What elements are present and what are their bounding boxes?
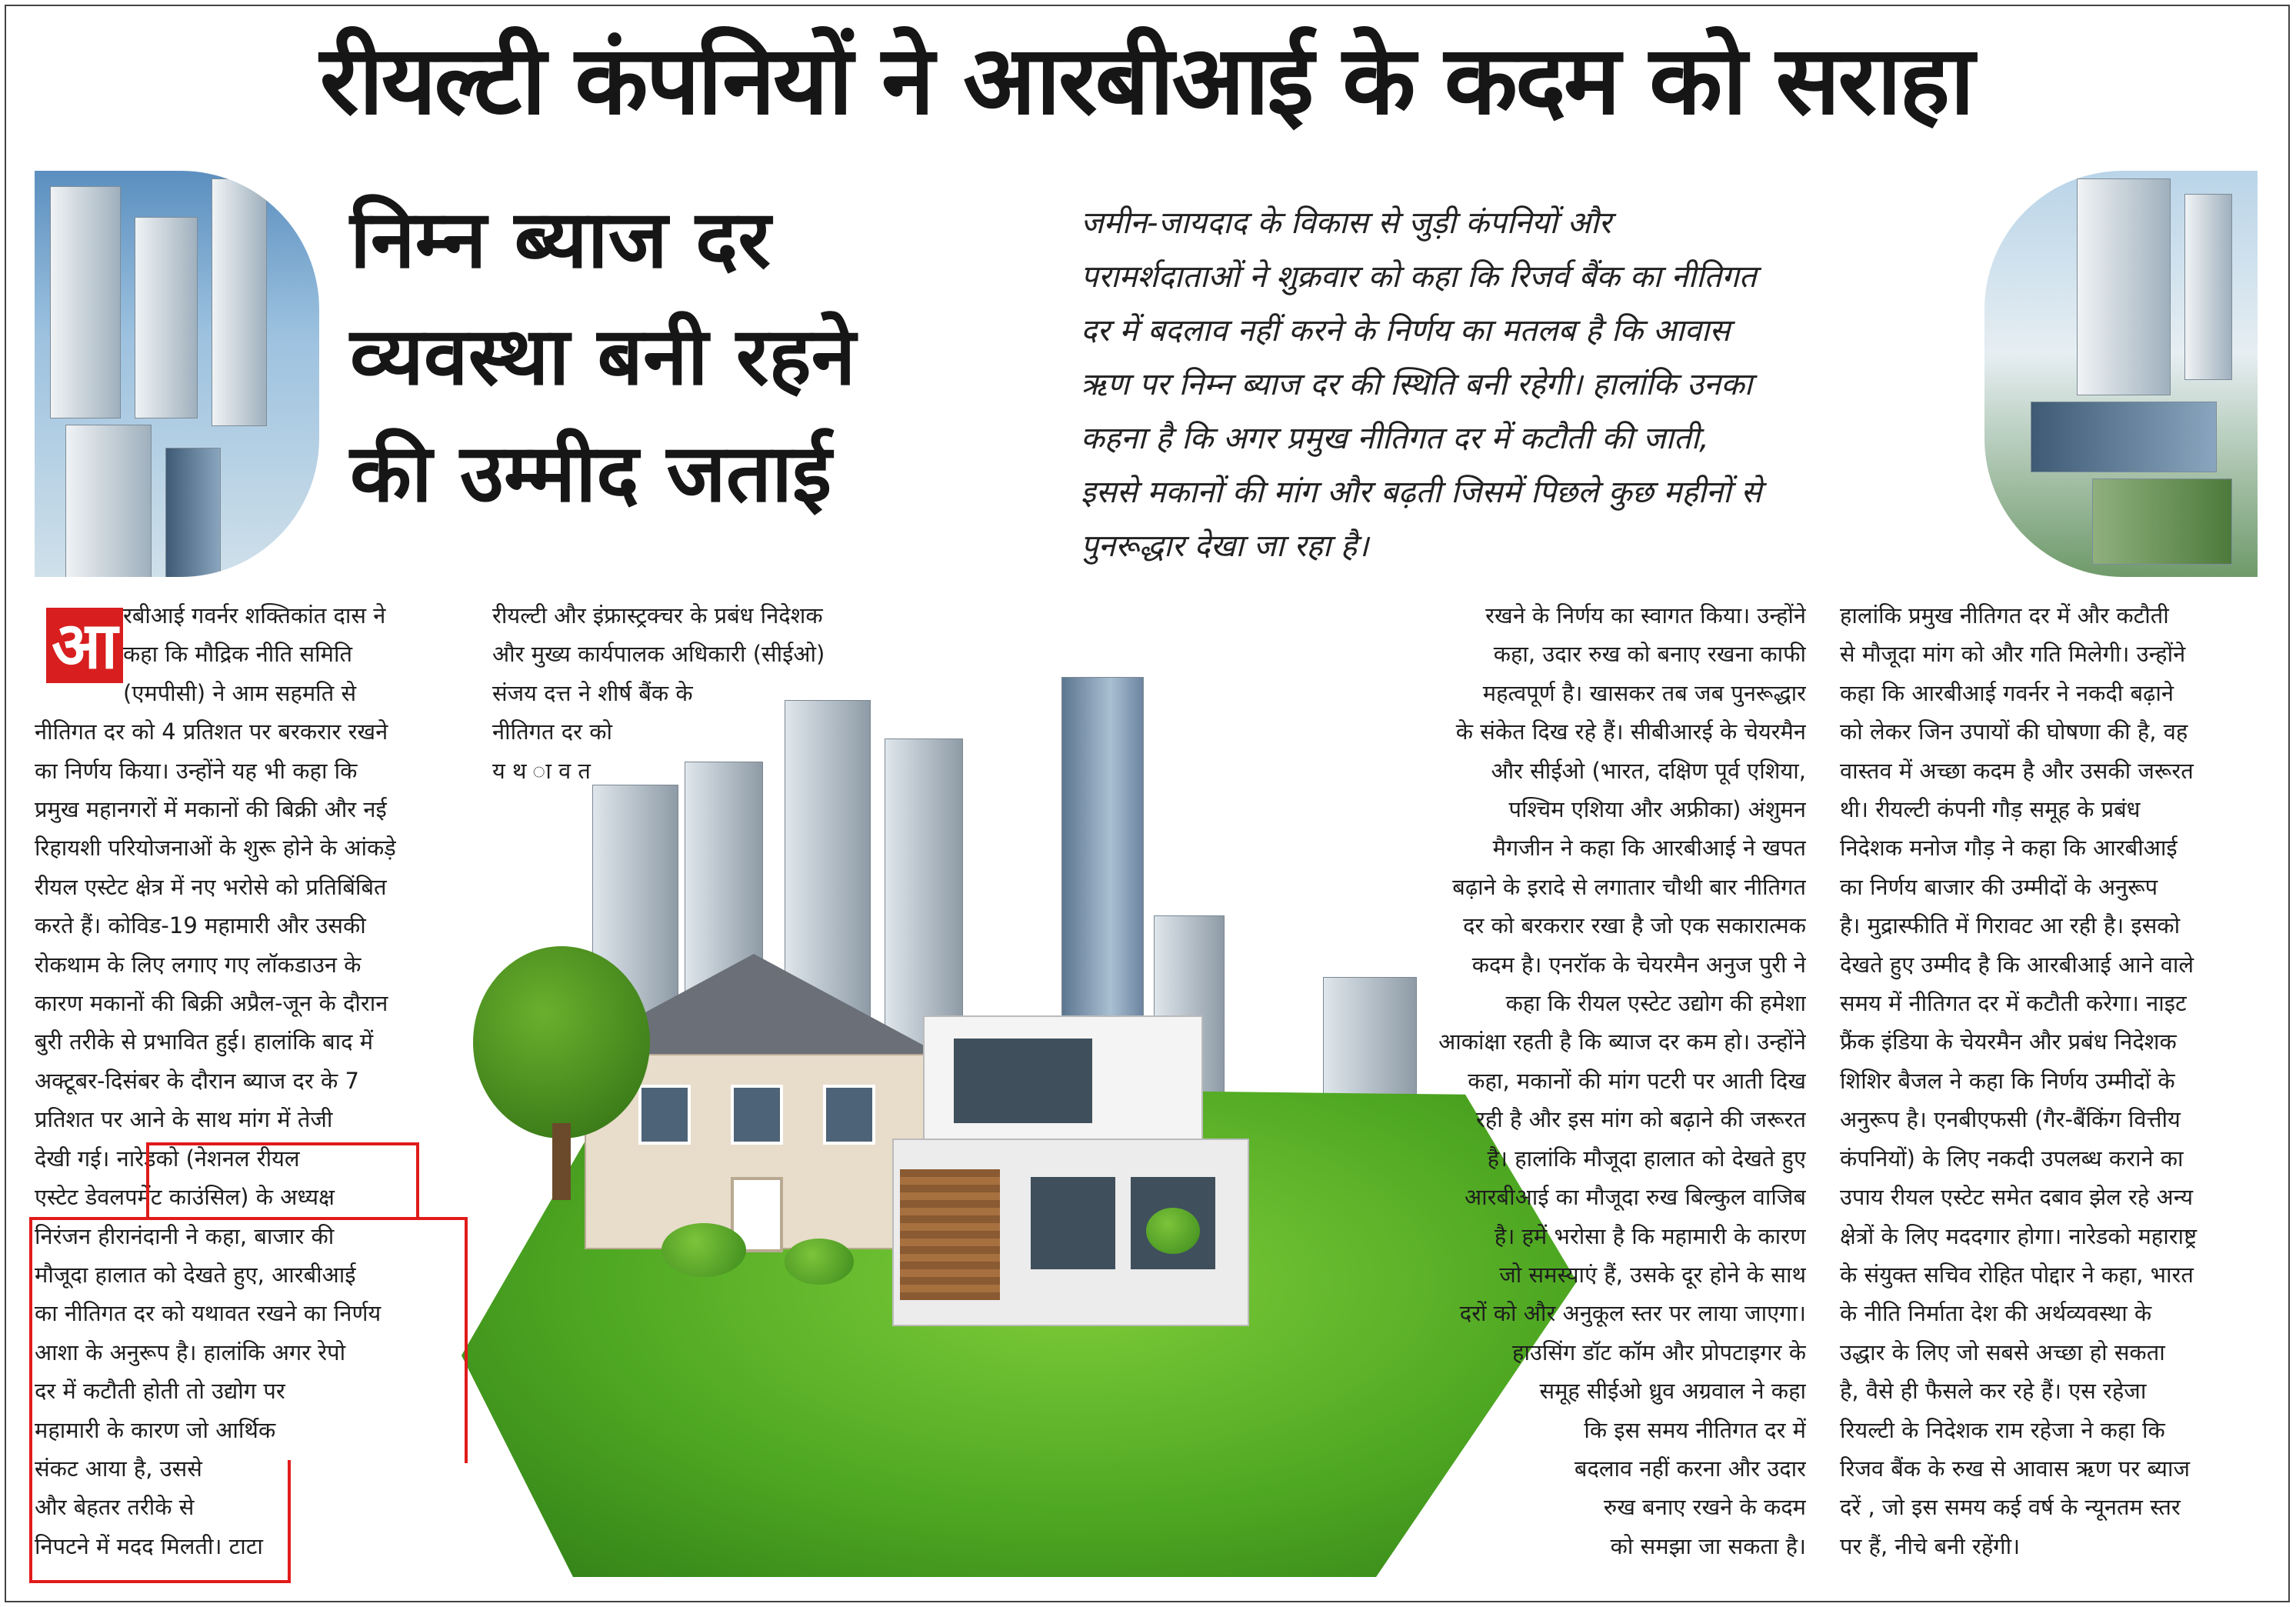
article-line: बदलाव नहीं करना और उदार xyxy=(1574,1455,1806,1482)
article-line: को लेकर जिन उपायों की घोषणा की है, वह xyxy=(1840,718,2188,745)
article-line: जो समस्याएं हैं, उसके दूर होने के साथ xyxy=(1499,1261,1806,1288)
article-line: अक्टूबर-दिसंबर के दौरान ब्याज दर के 7 xyxy=(35,1067,359,1094)
article-line: हालांकि प्रमुख नीतिगत दर में और कटौती xyxy=(1840,602,2169,628)
article-line: का निर्णय किया। उन्होंने यह भी कहा कि xyxy=(35,757,358,784)
article-line: रिहायशी परियोजनाओं के शुरू होने के आंकड़े xyxy=(35,835,396,862)
article-line: फ्रैंक इंडिया के चेयरमैन और प्रबंध निदेशक xyxy=(1840,1029,2177,1055)
article-line: से मौजूदा मांग को और गति मिलेगी। उन्होंने xyxy=(1840,641,2186,668)
article-column-3 xyxy=(1391,596,1806,1565)
photo-left-buildings xyxy=(35,171,319,577)
article-line: कंपनियों) के लिए नकदी उपलब्ध कराने का xyxy=(1840,1145,2184,1172)
article-line: मैगजीन ने कहा कि आरबीआई ने खपत xyxy=(1492,835,1806,862)
article-line: हाउसिंग डॉट कॉम और प्रोपटाइगर के xyxy=(1512,1339,1806,1365)
article-line: प्रमुख महानगरों में मकानों की बिक्री और नई xyxy=(35,796,387,823)
intro-line: कहना है कि अगर प्रमुख नीतिगत दर में कटौती की जाती, xyxy=(1081,421,1709,456)
intro-text xyxy=(1081,196,2004,573)
article-line: निदेशक मनोज गौड़ ने कहा कि आरबीआई xyxy=(1840,835,2178,862)
highlight-box-middle xyxy=(29,1217,468,1463)
article-line: (एमपीसी) ने आम सहमति से xyxy=(123,679,357,706)
article-line: समय में नीतिगत दर में कटौती करेगा। नाइट xyxy=(1840,990,2187,1017)
highlight-box-lower xyxy=(29,1460,291,1583)
article-line: रीयल एस्टेट क्षेत्र में नए भरोसे को प्रतिबिंबित xyxy=(35,873,387,900)
article-line: कहा, उदार रुख को बनाए रखना काफी xyxy=(1493,641,1806,668)
article-column-2 xyxy=(492,596,923,790)
article-line: समूह सीईओ ध्रुव अग्रवाल ने कहा xyxy=(1539,1378,1806,1405)
article-line: प्रतिशत पर आने के साथ मांग में तेजी xyxy=(35,1106,333,1133)
subhead-line: व्यवस्था बनी रहने xyxy=(350,309,856,403)
article-line: कि इस समय नीतिगत दर में xyxy=(1584,1416,1806,1443)
subheadline xyxy=(350,181,1042,532)
article-line: कहा कि आरबीआई गवर्नर ने नकदी बढ़ाने xyxy=(1840,679,2174,706)
intro-line: दर में बदलाव नहीं करने के निर्णय का मतलब है कि आवास xyxy=(1081,313,1731,348)
photo-right-buildings xyxy=(1984,171,2258,577)
article-line: य थ ा व त xyxy=(492,757,591,784)
subhead-line: निम्न ब्याज दर xyxy=(350,192,771,286)
article-line: दरों को और अनुकूल स्तर पर लाया जाएगा। xyxy=(1459,1300,1806,1327)
article-line: दर में कटौती होती तो उद्योग पर xyxy=(35,1378,285,1405)
article-line: के नीति निर्माता देश की अर्थव्यवस्था के xyxy=(1840,1300,2152,1327)
article-line: नीतिगत दर को xyxy=(492,718,612,745)
article-line: रीयल्टी और इंफ्रास्ट्रक्चर के प्रबंध निदेशक xyxy=(492,602,823,628)
article-line: आशा के अनुरूप है। हालांकि अगर रेपो xyxy=(35,1339,346,1365)
article-line: है। हमें भरोसा है कि महामारी के कारण xyxy=(1494,1222,1806,1249)
article-line: एस्टेट डेवलपमेंट काउंसिल) के अध्यक्ष xyxy=(35,1184,335,1211)
article-line: के संकेत दिख रहे हैं। सीबीआरई के चेयरमैन xyxy=(1455,718,1806,745)
article-line: और बेहतर तरीके से xyxy=(35,1494,195,1521)
article-line: का नीतिगत दर को यथावत रखने का निर्णय xyxy=(35,1300,382,1327)
article-line: निपटने में मदद मिलती। टाटा xyxy=(35,1532,263,1559)
article-line: करते हैं। कोविड-19 महामारी और उसकी xyxy=(35,912,366,939)
article-line: है, वैसे ही फैसले कर रहे हैं। एस रहेजा xyxy=(1840,1378,2147,1405)
article-line: अनुरूप है। एनबीएफसी (गैर-बैंकिंग वित्तीय xyxy=(1840,1106,2181,1133)
article-line: महत्वपूर्ण है। खासकर तब जब पुनरूद्धार xyxy=(1482,679,1806,706)
article-line: क्षेत्रों के लिए मददगार होगा। नारेडको महाराष्ट्र xyxy=(1840,1222,2198,1249)
article-column-4 xyxy=(1840,596,2259,1565)
article-line: के संयुक्त सचिव रोहित पोद्दार ने कहा, भारत xyxy=(1840,1261,2194,1288)
article-line: है। हालांकि मौजूदा हालात को देखते हुए xyxy=(1487,1145,1806,1172)
article-line: रियल्टी के निदेशक राम रहेजा ने कहा कि xyxy=(1840,1416,2165,1443)
article-line: महामारी के कारण जो आर्थिक xyxy=(35,1416,276,1443)
article-line: रुख बनाए रखने के कदम xyxy=(1603,1494,1806,1521)
article-line: उद्धार के लिए जो सबसे अच्छा हो सकता xyxy=(1840,1339,2165,1365)
intro-line: पुनरूद्धार देखा जा रहा है। xyxy=(1081,528,1369,564)
headline: रीयल्टी कंपनियों ने आरबीआई के कदम को सराहा xyxy=(319,25,1973,136)
article-line: आकांक्षा रहती है कि ब्याज दर कम हो। उन्होंने xyxy=(1438,1029,1806,1055)
article-line: देखी गई। नारेडको (नेशनल रीयल xyxy=(35,1145,300,1172)
article-line: देखते हुए उम्मीद है कि आरबीआई आने वाले xyxy=(1840,951,2194,978)
article-line: बुरी तरीके से प्रभावित हुई। हालांकि बाद में xyxy=(35,1029,374,1055)
article-line: कहा कि मौद्रिक नीति समिति xyxy=(123,641,353,668)
dropcap: आ xyxy=(46,608,123,683)
article-line: दर को बरकरार रखा है जो एक सकारात्मक xyxy=(1463,912,1806,939)
article-line: रिजव बैंक के रुख से आवास ऋण पर ब्याज xyxy=(1840,1455,2191,1482)
article-line: दरें , जो इस समय कई वर्ष के न्यूनतम स्तर xyxy=(1840,1494,2181,1521)
intro-line: इससे मकानों की मांग और बढ़ती जिसमें पिछले कुछ महीनों से xyxy=(1081,475,1762,510)
article-line: निरंजन हीरानंदानी ने कहा, बाजार की xyxy=(35,1222,335,1249)
article-line: संजय दत्त ने शीर्ष बैंक के xyxy=(492,679,693,706)
intro-line: ऋण पर निम्न ब्याज दर की स्थिति बनी रहेगी। हालांकि उनका xyxy=(1081,367,1753,402)
intro-line: जमीन-जायदाद के विकास से जुड़ी कंपनियों और xyxy=(1081,205,1611,241)
article-line: पश्चिम एशिया और अफ्रीका) अंशुमन xyxy=(1508,796,1806,823)
highlight-box-upper xyxy=(146,1142,419,1219)
article-line: उपाय रीयल एस्टेट समेत दबाव झेल रहे अन्य xyxy=(1840,1184,2194,1211)
article-line: कहा, मकानों की मांग पटरी पर आती दिख xyxy=(1468,1067,1806,1094)
article-line: कहा कि रीयल एस्टेट उद्योग की हमेशा xyxy=(1505,990,1806,1017)
article-line: कारण मकानों की बिक्री अप्रैल-जून के दौरान xyxy=(35,990,388,1017)
article-line: रोकथाम के लिए लगाए गए लॉकडाउन के xyxy=(35,951,362,978)
intro-line: परामर्शदाताओं ने शुक्रवार को कहा कि रिजर्व बैंक का नीतिगत xyxy=(1081,259,1757,295)
article-line: और मुख्य कार्यपालक अधिकारी (सीईओ) xyxy=(492,641,825,668)
article-line: मौजूदा हालात को देखते हुए, आरबीआई xyxy=(35,1261,356,1288)
article-line: रबीआई गवर्नर शक्तिकांत दास ने xyxy=(123,602,386,628)
article-line: है। मुद्रास्फीति में गिरावट आ रही है। इसको xyxy=(1840,912,2181,939)
tree xyxy=(473,946,650,1200)
article-line: संकट आया है, उससे xyxy=(35,1455,202,1482)
article-line: थी। रीयल्टी कंपनी गौड़ समूह के प्रबंध xyxy=(1840,796,2141,823)
article-line: नीतिगत दर को 4 प्रतिशत पर बरकरार रखने xyxy=(35,718,388,745)
article-line: और सीईओ (भारत, दक्षिण पूर्व एशिया, xyxy=(1491,757,1806,784)
article-line: रही है और इस मांग को बढ़ाने की जरूरत xyxy=(1476,1106,1806,1133)
article-line: शिशिर बैजल ने कहा कि निर्णय उम्मीदों के xyxy=(1840,1067,2175,1094)
subhead-line: की उम्मीद जताई xyxy=(350,426,832,520)
article-line: कदम है। एनरॉक के चेयरमैन अनुज पुरी ने xyxy=(1471,951,1806,978)
article-line: को समझा जा सकता है। xyxy=(1610,1532,1806,1559)
article-line: रखने के निर्णय का स्वागत किया। उन्होंने xyxy=(1485,602,1806,628)
article-line: पर हैं, नीचे बनी रहेंगी। xyxy=(1840,1532,2021,1559)
article-line: बढ़ाने के इरादे से लगातार चौथी बार नीतिगत xyxy=(1452,873,1806,900)
article-line: का निर्णय बाजार की उम्मीदों के अनुरूप xyxy=(1840,873,2158,900)
article-line: आरबीआई का मौजूदा रुख बिल्कुल वाजिब xyxy=(1465,1184,1806,1211)
article-line: वास्तव में अच्छा कदम है और उसकी जरूरत xyxy=(1840,757,2194,784)
house-right-modern xyxy=(892,1015,1246,1339)
